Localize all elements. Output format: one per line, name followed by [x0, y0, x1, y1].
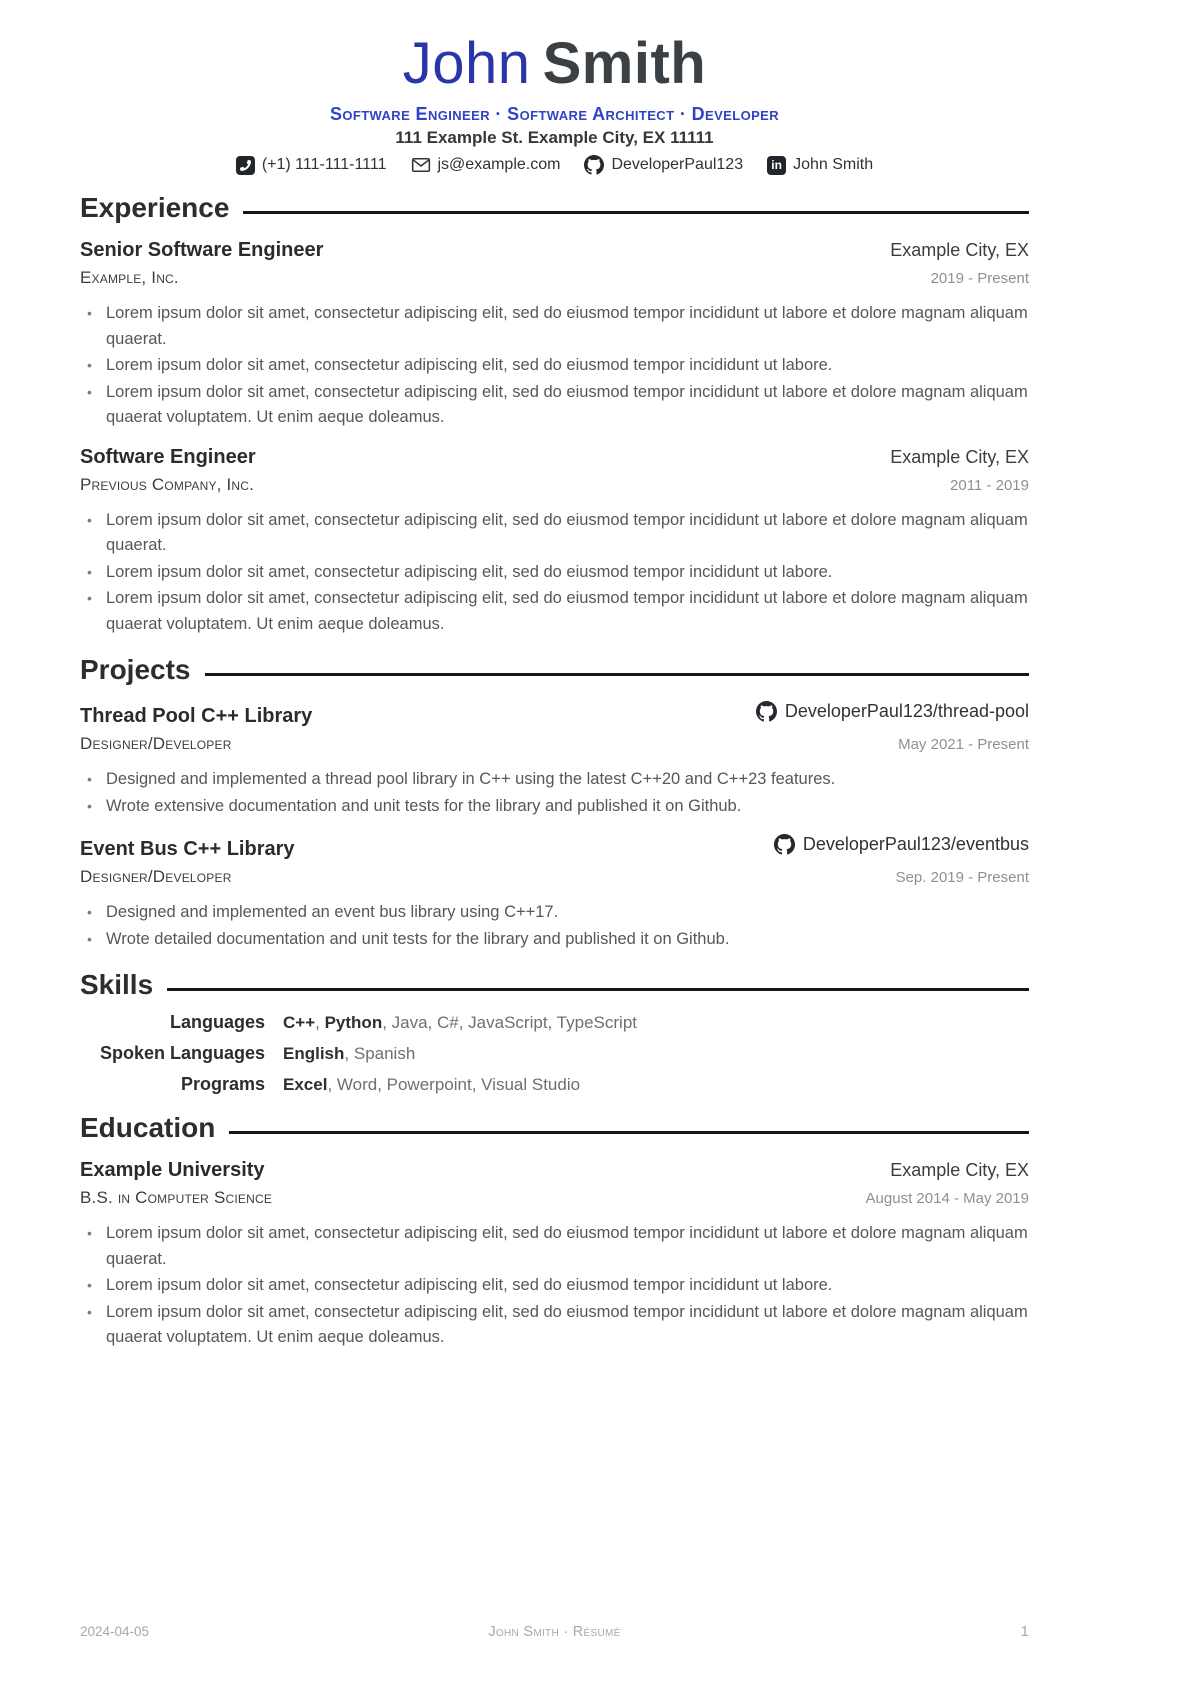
- skill-row-languages: [80, 1012, 1029, 1033]
- skill-value: English, Spanish: [283, 1044, 416, 1063]
- company-name: Example, Inc.: [80, 268, 179, 287]
- footer-page-number: 1: [1020, 1623, 1029, 1640]
- entry-sub-row: [80, 268, 1029, 288]
- bullet-item: • Designed and implemented an event bus library using C++17.: [80, 900, 1029, 926]
- skill-row-spoken-languages: [80, 1043, 1029, 1064]
- github-icon: [756, 701, 777, 722]
- experience-entry: [80, 446, 1029, 638]
- candidate-name: [80, 33, 1029, 95]
- bullet-item: • Lorem ipsum dolor sit amet, consectetur adipiscing elit, sed do eiusmod tempor incididunt ut labore et dolore magnam aliquam quaerat.: [80, 301, 1029, 352]
- job-dates: 2011 - 2019: [950, 476, 1029, 494]
- github-contact[interactable]: [584, 155, 743, 175]
- email-contact[interactable]: [411, 155, 561, 175]
- project-title: Event Bus C++ Library: [80, 838, 295, 860]
- bullet-item: • Lorem ipsum dolor sit amet, consectetur adipiscing elit, sed do eiusmod tempor incididunt ut labore et dolore magnam aliquam quaerat.: [80, 508, 1029, 559]
- project-dates: Sep. 2019 - Present: [895, 869, 1029, 886]
- entry-sub-row: [80, 475, 1029, 495]
- section-rule: [243, 211, 1029, 214]
- projects-section: [80, 654, 1029, 952]
- job-bullets: [80, 508, 1029, 638]
- entry-title-row: [80, 446, 1029, 469]
- bullet-item: • Lorem ipsum dolor sit amet, consectetur adipiscing elit, sed do eiusmod tempor incididunt ut labore et dolore magnam aliquam quaerat voluptatem. Ut enim aeque doleamus.: [80, 586, 1029, 637]
- skills-section: [80, 969, 1029, 1095]
- bullet-item: • Lorem ipsum dolor sit amet, consectetur adipiscing elit, sed do eiusmod tempor incididunt ut labore.: [80, 1273, 1029, 1299]
- repo-name: DeveloperPaul123/eventbus: [802, 834, 1029, 854]
- project-entry: [80, 701, 1029, 819]
- experience-entry: [80, 239, 1029, 431]
- entry-title-row: [80, 239, 1029, 262]
- bullet-item: • Lorem ipsum dolor sit amet, consectetur adipiscing elit, sed do eiusmod tempor incididunt ut labore et dolore magnam aliquam quaerat voluptatem. Ut enim aeque doleamus.: [80, 380, 1029, 431]
- project-dates: May 2021 - Present: [898, 736, 1029, 753]
- experience-section-title: Experience: [80, 192, 230, 223]
- footer-date: 2024-04-05: [80, 1624, 150, 1639]
- skill-value: Excel, Word, Powerpoint, Visual Studio: [283, 1075, 581, 1094]
- bullet-item: • Lorem ipsum dolor sit amet, consectetur adipiscing elit, sed do eiusmod tempor incididunt ut labore et dolore magnam aliquam quaerat voluptatem. Ut enim aeque doleamus.: [80, 1300, 1029, 1351]
- project-role: Designer/Developer: [80, 734, 232, 753]
- phone-contact[interactable]: [236, 156, 387, 175]
- education-entry: [80, 1159, 1029, 1351]
- section-rule: [205, 673, 1030, 676]
- skills-section-head: [80, 969, 1029, 1001]
- projects-section-head: [80, 654, 1029, 686]
- project-role: Designer/Developer: [80, 867, 232, 886]
- skills-section-title: Skills: [80, 969, 154, 1000]
- job-location: Example City, EX: [890, 446, 1029, 467]
- skill-value: C++, Python, Java, C#, JavaScript, TypeScript: [283, 1013, 637, 1032]
- address-line: 111 Example St. Example City, EX 11111: [395, 128, 714, 147]
- github-repo-link[interactable]: [774, 834, 1029, 855]
- repo-name: DeveloperPaul123/thread-pool: [784, 701, 1029, 721]
- project-bullets: [80, 767, 1029, 819]
- skill-label: Programs: [180, 1074, 265, 1094]
- bullet-item: • Lorem ipsum dolor sit amet, consectetur adipiscing elit, sed do eiusmod tempor incididunt ut labore et dolore magnam aliquam quaerat.: [80, 1221, 1029, 1272]
- linkedin-name: John Smith: [793, 156, 874, 173]
- github-repo-link[interactable]: [756, 701, 1029, 722]
- resume-page: [80, 0, 1029, 1351]
- bullet-item: • Wrote extensive documentation and unit tests for the library and published it on Github.: [80, 794, 1029, 820]
- bullet-item: • Lorem ipsum dolor sit amet, consectetur adipiscing elit, sed do eiusmod tempor incididunt ut labore.: [80, 353, 1029, 379]
- job-bullets: [80, 301, 1029, 431]
- entry-sub-row: [80, 1188, 1029, 1208]
- entry-title-row: [80, 701, 1029, 728]
- school-name: Example University: [80, 1159, 265, 1181]
- entry-sub-row: [80, 867, 1029, 887]
- linkedin-contact[interactable]: [767, 156, 873, 175]
- job-location: Example City, EX: [890, 240, 1029, 260]
- project-bullets: [80, 900, 1029, 952]
- project-entry: [80, 834, 1029, 952]
- github-icon: [584, 155, 604, 175]
- footer-document-title: John Smith · Résumé: [488, 1624, 621, 1640]
- school-location: Example City, EX: [890, 1160, 1029, 1180]
- phone-icon: [236, 156, 255, 175]
- experience-section: [80, 192, 1029, 637]
- experience-section-head: [80, 192, 1029, 224]
- company-name: Previous Company, Inc.: [80, 474, 255, 494]
- degree-name: B.S. in Computer Science: [80, 1188, 273, 1207]
- entry-title-row: [80, 834, 1029, 861]
- project-title: Thread Pool C++ Library: [80, 705, 313, 727]
- email-address: js@example.com: [437, 156, 561, 173]
- section-rule: [229, 1131, 1029, 1134]
- last-name: Smith: [542, 31, 707, 96]
- first-name: John: [402, 31, 531, 96]
- entry-title-row: [80, 1159, 1029, 1182]
- skill-label: Spoken Languages: [99, 1043, 265, 1063]
- contact-row: [80, 155, 1029, 175]
- linkedin-icon: [767, 156, 786, 175]
- education-section: [80, 1112, 1029, 1351]
- bullet-item: • Lorem ipsum dolor sit amet, consectetur adipiscing elit, sed do eiusmod tempor incididunt ut labore.: [80, 560, 1029, 586]
- projects-section-title: Projects: [80, 654, 191, 685]
- skill-label: Languages: [169, 1012, 265, 1032]
- education-section-head: [80, 1112, 1029, 1144]
- page-footer: [80, 1623, 1029, 1640]
- job-dates: 2019 - Present: [930, 270, 1029, 287]
- bullet-item: • Wrote detailed documentation and unit tests for the library and published it on Github.: [80, 927, 1029, 953]
- github-icon: [774, 834, 795, 855]
- skill-rows: [80, 1012, 1029, 1095]
- section-rule: [167, 988, 1029, 991]
- education-bullets: [80, 1221, 1029, 1351]
- email-icon: [411, 155, 431, 175]
- bullet-item: • Designed and implemented a thread pool library in C++ using the latest C++20 and C++23 features.: [80, 767, 1029, 793]
- resume-header: [80, 33, 1029, 175]
- education-dates: August 2014 - May 2019: [865, 1190, 1029, 1207]
- tagline: Software Engineer · Software Architect · Developer: [329, 104, 780, 124]
- job-title: Software Engineer: [80, 445, 256, 468]
- job-title: Senior Software Engineer: [80, 239, 324, 261]
- education-section-title: Education: [80, 1112, 216, 1143]
- phone-number: (+1) 111-111-1111: [261, 156, 387, 173]
- entry-sub-row: [80, 734, 1029, 754]
- github-username: DeveloperPaul123: [611, 156, 744, 173]
- skill-row-programs: [80, 1074, 1029, 1095]
